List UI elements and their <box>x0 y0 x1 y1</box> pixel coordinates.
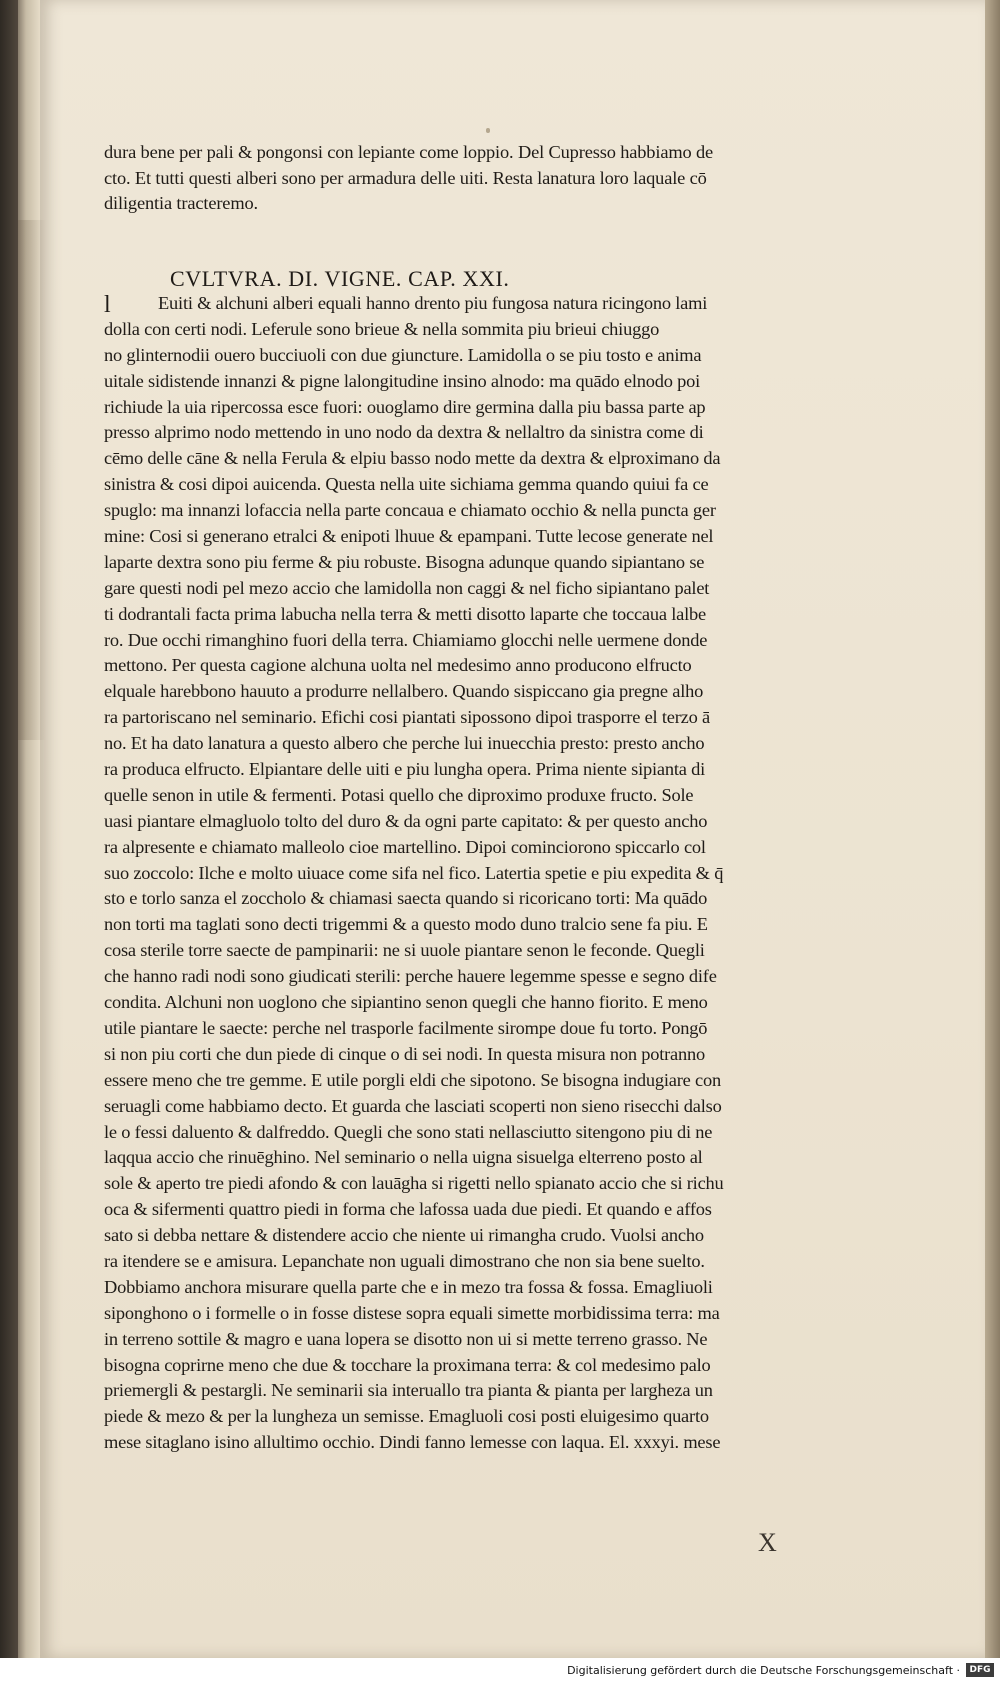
body-line: sato si debba nettare & distendere accio che niente ui rimangha crudo. Vuolsi ancho <box>104 1225 704 1246</box>
body-line: cēmo delle cāne & nella Ferula & elpiu basso nodo mette da dextra & elproximano da <box>104 448 721 469</box>
intro-line: cto. Et tutti questi alberi sono per armadura delle uiti. Resta lanatura loro laquale cō <box>104 167 707 188</box>
body-line: uitale sidistende innanzi & pigne lalongitudine insino alnodo: ma quādo elnodo poi <box>104 370 701 391</box>
body-line: suo zoccolo: Ilche e molto uiuace come sifa nel fico. Latertia spetie e piu expedita & q̄ <box>104 862 724 883</box>
body-line: ra alpresente e chiamato malleolo cioe martellino. Dipoi cominciorono spiccarlo col <box>104 836 706 857</box>
body-line: sto e torlo sanza el zoccholo & chiamasi saecta quando si ricoricano torti: Ma quādo <box>104 888 708 909</box>
dfg-logo: DFG <box>966 1663 994 1677</box>
body-line: elquale harebbono hauuto a produrre nellalbero. Quando sispiccano gia pregne alho <box>104 681 704 702</box>
body-line: dolla con certi nodi. Leferule sono brieue & nella sommita piu brieui chiuggo <box>104 318 660 339</box>
body-line: uasi piantare elmagluolo tolto del duro & da ogni parte capitato: & per questo ancho <box>104 810 708 831</box>
body-line: condita. Alchuni non uoglono che sipiantino senon quegli che hanno fiorito. E meno <box>104 992 708 1013</box>
footer-credit: Digitalisierung gefördert durch die Deutsche Forschungsgemeinschaft · <box>567 1664 960 1677</box>
body-line: laqqua accio che rinuēghino. Nel seminario o nella uigna sisuelga elterreno posto al <box>104 1147 703 1168</box>
body-line: in terreno sottile & magro e uana lopera se disotto non ui si mette terreno grasso. Ne <box>104 1328 708 1349</box>
body-line: richiude la uia ripercossa esce fuori: ouoglamo dire germina dalla piu bassa parte ap <box>104 396 706 417</box>
body-line: seruagli come habbiamo decto. Et guarda che lasciati scoperti non sieno risecchi dalso <box>104 1095 722 1116</box>
body-line: priemergli & pestargli. Ne seminarii sia interuallo tra pianta & pianta per largheza un <box>104 1380 713 1401</box>
body-line: bisogna coprirne meno che due & tocchare la proximana terra: & col medesimo palo <box>104 1354 711 1375</box>
body-line: laparte dextra sono piu ferme & piu robuste. Bisogna adunque quando sipiantano se <box>104 551 705 572</box>
chapter-heading: CVLTVRA. DI. VIGNE. CAP. XXI. <box>170 266 510 291</box>
intro-line: dura bene per pali & pongonsi con lepiante come loppio. Del Cupresso habbiamo de <box>104 142 714 162</box>
body-line: presso alprimo nodo mettendo in uno nodo da dextra & nellaltro da sinistra come di <box>104 422 704 443</box>
body-line: ra itendere se e amisura. Lepanchate non uguali dimostrano che non sia bene suelto. <box>104 1250 705 1271</box>
body-line: mine: Cosi si generano etralci & enipoti lhuue & epampani. Tutte lecose generate nel <box>104 526 714 547</box>
body-line: sole & aperto tre piedi afondo & con lauāgha si rigetti nello spianato accio che si richu <box>104 1173 724 1194</box>
body-line: utile piantare le saecte: perche nel trasporle facilmente sirompe doue fu torto. Pongō <box>104 1017 708 1038</box>
body-line: cosa sterile torre saecte de pampinarii: ne si uuole piantare senon le feconde. Quegli <box>104 940 705 961</box>
body-line: siponghono o i formelle o in fosse distese sopra equali simette morbidissima terra: ma <box>104 1302 720 1323</box>
book-spine-edge <box>0 0 18 1658</box>
intro-paragraph <box>104 140 744 217</box>
body-line: ra produca elfructo. Elpiantare delle uiti e piu lungha opera. Prima niente sipianta di <box>104 759 706 780</box>
body-line: mettono. Per questa cagione alchuna uolta nel medesimo anno producono elfructo <box>104 655 692 676</box>
ink-speck <box>486 128 490 133</box>
body-line: ra partoriscano nel seminario. Efichi cosi piantati sipossono dipoi trasporre el terzo ā <box>104 707 710 728</box>
body-line: ro. Due occhi rimanghino fuori della terra. Chiamiamo glocchi nelle uermene donde <box>104 629 708 650</box>
chapter-body <box>104 291 749 1456</box>
body-line: che hanno radi nodi sono giudicati sterili: perche hauere legemme spesse e segno dife <box>104 966 717 987</box>
digitization-footer <box>0 1658 1000 1685</box>
body-line: spuglo: ma innanzi lofaccia nella parte concaua e chiamato occhio & nella puncta ger <box>104 500 716 521</box>
body-line: ti dodrantali facta prima labucha nella terra & metti disotto laparte che toccaua lalbe <box>104 603 706 624</box>
body-line: quelle senon in utile & fermenti. Potasi quello che diproximo produxe fructo. Sole <box>104 784 694 805</box>
body-line: no. Et ha dato lanatura a questo albero che perche lui inuecchia presto: presto ancho <box>104 733 705 754</box>
body-line: mese sitaglano isino allultimo occhio. Dindi fanno lemesse con laqua. El. xxxyi. mese <box>104 1432 721 1453</box>
page-marker: X <box>758 1528 777 1557</box>
body-line: si non piu corti che dun piede di cinque o di sei nodi. In questa misura non potranno <box>104 1043 706 1064</box>
body-line: Dobbiamo anchora misurare quella parte che e in mezo tra fossa & fossa. Emagliuoli <box>104 1276 713 1297</box>
body-line: gare questi nodi pel mezo accio che lamidolla non caggi & nel ficho sipiantano palet <box>104 577 710 598</box>
initial-letter: l <box>104 292 111 318</box>
facing-page-bleed <box>18 220 46 740</box>
body-line: le o fessi daluento & dalfreddo. Quegli che sono stati nellasciutto sitengono piu di ne <box>104 1121 713 1142</box>
body-line: non torti ma taglati sono decti trigemmi & a questo modo duno tralcio sene fa piu. E <box>104 914 708 935</box>
body-line: sinistra & cosi dipoi auicenda. Questa nella uite sichiama gemma quando quiui fa ce <box>104 474 709 495</box>
body-line: no glinternodii ouero bucciuoli con due giuncture. Lamidolla o se piu tosto e anima <box>104 344 702 365</box>
body-line: oca & sifermenti quattro piedi in forma che lafossa uada due piedi. Et quando e affos <box>104 1199 712 1220</box>
body-line: piede & mezo & per la lungheza un semisse. Emagluoli cosi posti eluigesimo quarto <box>104 1406 709 1427</box>
body-line: Euiti & alchuni alberi equali hanno drento piu fungosa natura ricingono lami <box>158 293 708 313</box>
intro-line: diligentia tracteremo. <box>104 193 258 214</box>
body-line: essere meno che tre gemme. E utile porgli eldi che sipotono. Se bisogna indugiare con <box>104 1069 721 1090</box>
